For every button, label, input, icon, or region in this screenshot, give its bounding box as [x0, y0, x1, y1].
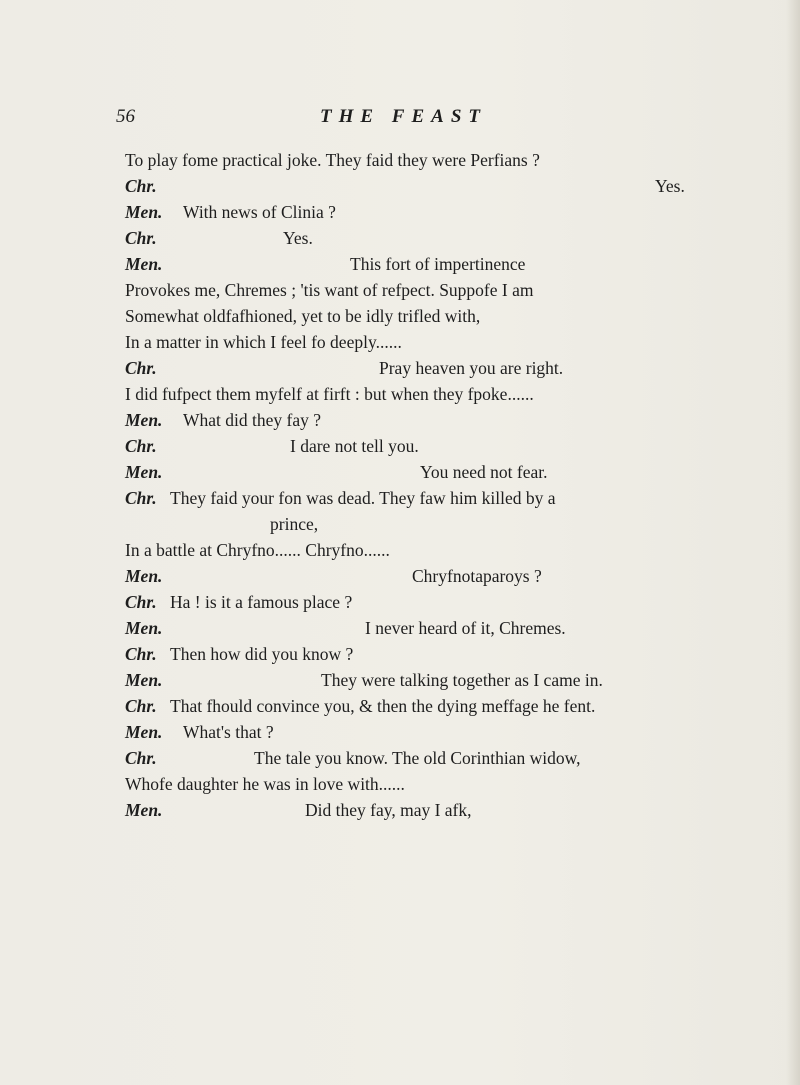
speaker-label: Chr. — [125, 592, 157, 612]
line-text: Whofe daughter he was in love with...... — [125, 774, 405, 794]
line-text: With news of Clinia ? — [183, 202, 336, 222]
page-edge-shadow — [786, 0, 800, 1085]
line-text: Chryfnotaparoys ? — [412, 566, 542, 586]
line-text: Ha ! is it a famous place ? — [170, 592, 353, 612]
speaker-label: Men. — [125, 410, 163, 430]
line-text: Did they fay, may I afk, — [305, 800, 472, 820]
line-text: They were talking together as I came in. — [321, 670, 603, 690]
speaker-label: Men. — [125, 462, 163, 482]
line-text: Yes. — [655, 176, 685, 196]
line-text: That fhould convince you, & then the dying meffage he fent. — [170, 696, 596, 716]
line-text: To play fome practical joke. They faid they were Perfians ? — [125, 150, 540, 170]
line-text: They faid your fon was dead. They faw him killed by a — [170, 488, 556, 508]
line-text: In a battle at Chryfno...... Chryfno...... — [125, 540, 390, 560]
line-text: What did they fay ? — [183, 410, 322, 430]
text-line — [125, 147, 540, 173]
line-text: Somewhat oldfafhioned, yet to be idly trifled with, — [125, 306, 481, 326]
line-text: Yes. — [283, 228, 313, 248]
speaker-label: Men. — [125, 722, 163, 742]
speaker-label: Chr. — [125, 228, 157, 248]
line-text: Provokes me, Chremes ; 'tis want of refpect. Suppofe I am — [125, 280, 534, 300]
speaker-label: Chr. — [125, 358, 157, 378]
speaker-label: Chr. — [125, 176, 157, 196]
line-text: I never heard of it, Chremes. — [365, 618, 566, 638]
line-text: In a matter in which I feel fo deeply...... — [125, 332, 402, 352]
line-text: Pray heaven you are right. — [379, 358, 564, 378]
running-title: THE FEAST — [320, 106, 487, 127]
line-text: Then how did you know ? — [170, 644, 354, 664]
speaker-label: Men. — [125, 566, 163, 586]
line-text: I dare not tell you. — [290, 436, 419, 456]
speaker-label: Chr. — [125, 488, 157, 508]
text-line — [125, 173, 705, 199]
line-text: I did fufpect them myfelf at firft : but when they fpoke...... — [125, 384, 534, 404]
speaker-label: Chr. — [125, 748, 157, 768]
speaker-label: Men. — [125, 800, 163, 820]
line-text: You need not fear. — [420, 462, 548, 482]
speaker-label: Men. — [125, 202, 163, 222]
speaker-label: Men. — [125, 618, 163, 638]
speaker-label: Men. — [125, 254, 163, 274]
speaker-label: Chr. — [125, 644, 157, 664]
speaker-label: Chr. — [125, 436, 157, 456]
line-text: The tale you know. The old Corinthian widow, — [254, 748, 581, 768]
line-text: What's that ? — [183, 722, 274, 742]
line-text: This fort of impertinence — [350, 254, 526, 274]
line-text: prince, — [270, 514, 319, 534]
page-number: 56 — [116, 106, 135, 127]
page-header — [0, 106, 800, 130]
speaker-label: Chr. — [125, 696, 157, 716]
speaker-label: Men. — [125, 670, 163, 690]
